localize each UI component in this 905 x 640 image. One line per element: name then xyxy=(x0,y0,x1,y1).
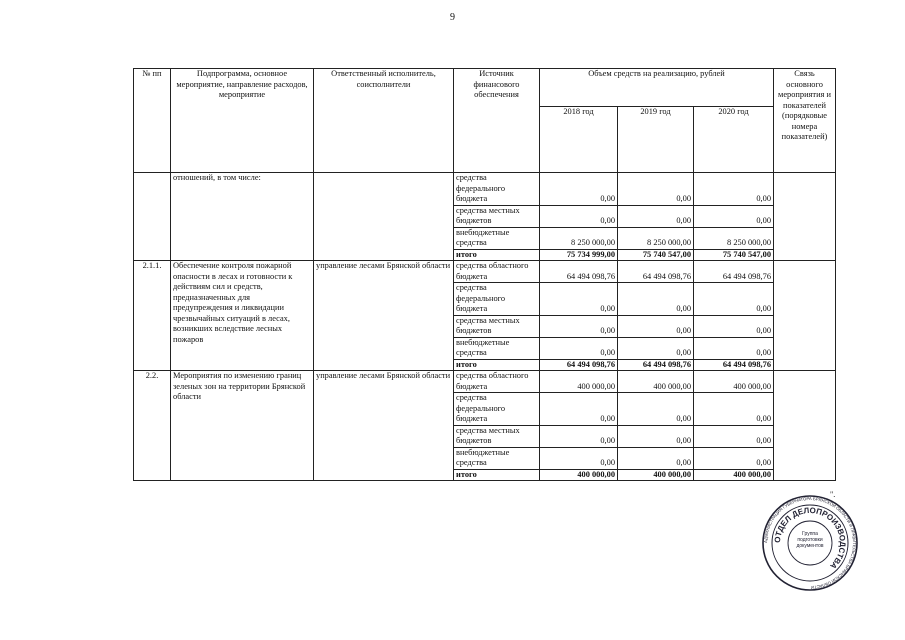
amount-cell: 64 494 098,76 xyxy=(618,359,694,371)
amount-cell: 0,00 xyxy=(694,393,774,426)
amount-cell: 0,00 xyxy=(618,447,694,469)
closing-mark: ". xyxy=(830,490,836,499)
source-cell: средства федерального бюджета xyxy=(454,283,540,316)
svg-text:АДМИНИСТРАЦИЯ ГУБЕРНАТОРА БРЯН: АДМИНИСТРАЦИЯ ГУБЕРНАТОРА БРЯНСКОЙ ОБЛАСТИ И ПРАВИТЕЛЬСТВА БРЯНСКОЙ ОБЛАСТИ xyxy=(762,495,858,591)
amount-cell: 0,00 xyxy=(540,173,618,206)
amount-cell: 0,00 xyxy=(694,205,774,227)
amount-cell: 0,00 xyxy=(618,337,694,359)
amount-cell: 0,00 xyxy=(540,447,618,469)
amount-cell: 8 250 000,00 xyxy=(694,227,774,249)
amount-cell: 0,00 xyxy=(618,173,694,206)
amount-cell: 64 494 098,76 xyxy=(540,261,618,283)
amount-cell: 64 494 098,76 xyxy=(694,261,774,283)
source-cell: средства местных бюджетов xyxy=(454,425,540,447)
link-cell xyxy=(774,371,836,481)
amount-cell: 0,00 xyxy=(618,283,694,316)
header-year-2019: 2019 год xyxy=(618,107,694,173)
amount-cell: 0,00 xyxy=(618,425,694,447)
amount-cell: 0,00 xyxy=(540,205,618,227)
source-cell: средства областного бюджета xyxy=(454,261,540,283)
amount-cell: 0,00 xyxy=(618,315,694,337)
header-responsible: Ответственный исполнитель, соисполнители xyxy=(314,69,454,173)
source-cell: внебюджетные средства xyxy=(454,337,540,359)
amount-cell: 0,00 xyxy=(618,393,694,426)
row-number xyxy=(134,173,171,261)
subprogram-text: Обеспечение контроля пожарной опасности в лесах и готовности к действиям сил и средств, предназначенных для предупреждения и ликвидации чрезвычайных ситуаций в лесах, возникших вследствие лесных пожаров xyxy=(171,261,314,371)
page-number: 9 xyxy=(450,12,455,23)
source-cell: итого xyxy=(454,249,540,261)
amount-cell: 0,00 xyxy=(694,447,774,469)
source-cell: внебюджетные средства xyxy=(454,447,540,469)
amount-cell: 8 250 000,00 xyxy=(618,227,694,249)
source-cell: средства местных бюджетов xyxy=(454,315,540,337)
amount-cell: 64 494 098,76 xyxy=(694,359,774,371)
amount-cell: 400 000,00 xyxy=(540,469,618,481)
amount-cell: 400 000,00 xyxy=(540,371,618,393)
source-cell: внебюджетные средства xyxy=(454,227,540,249)
amount-cell: 8 250 000,00 xyxy=(540,227,618,249)
table-row xyxy=(134,173,836,206)
subprogram-text: Мероприятия по изменению границ зеленых зон на территории Брянской области xyxy=(171,371,314,481)
amount-cell: 0,00 xyxy=(540,315,618,337)
amount-cell: 0,00 xyxy=(694,425,774,447)
link-cell xyxy=(774,173,836,261)
amount-cell: 0,00 xyxy=(618,205,694,227)
amount-cell: 0,00 xyxy=(540,425,618,447)
responsible-text: управление лесами Брянской области xyxy=(314,371,454,481)
amount-cell: 64 494 098,76 xyxy=(618,261,694,283)
amount-cell: 75 740 547,00 xyxy=(618,249,694,261)
source-cell: итого xyxy=(454,359,540,371)
subprogram-text: отношений, в том числе: xyxy=(171,173,314,261)
amount-cell: 0,00 xyxy=(540,283,618,316)
amount-cell: 0,00 xyxy=(694,283,774,316)
amount-cell: 400 000,00 xyxy=(694,371,774,393)
row-number: 2.1.1. xyxy=(134,261,171,371)
source-cell: средства федерального бюджета xyxy=(454,393,540,426)
office-stamp: АДМИНИСТРАЦИЯ ГУБЕРНАТОРА БРЯНСКОЙ ОБЛАСТИ И ПРАВИТЕЛЬСТВА БРЯНСКОЙ ОБЛАСТИ ОТДЕЛ ДЕЛОПРОИЗВОДСТВА Группа подготовки документов xyxy=(762,495,858,591)
amount-cell: 64 494 098,76 xyxy=(540,359,618,371)
header-year-2018: 2018 год xyxy=(540,107,618,173)
table-row xyxy=(134,371,836,393)
header-year-2020: 2020 год xyxy=(694,107,774,173)
amount-cell: 0,00 xyxy=(694,315,774,337)
header-link: Связь основного мероприятия и показателей (порядковые номера показателей) xyxy=(774,69,836,173)
row-number: 2.2. xyxy=(134,371,171,481)
header-num: № пп xyxy=(134,69,171,173)
amount-cell: 400 000,00 xyxy=(694,469,774,481)
svg-text:ОТДЕЛ ДЕЛОПРОИЗВОДСТВА: ОТДЕЛ ДЕЛОПРОИЗВОДСТВА xyxy=(772,505,848,571)
source-cell: средства областного бюджета xyxy=(454,371,540,393)
funding-table xyxy=(133,68,836,481)
table-body xyxy=(134,173,836,481)
responsible-text xyxy=(314,173,454,261)
header-source: Источник финансового обеспечения xyxy=(454,69,540,173)
responsible-text: управление лесами Брянской области xyxy=(314,261,454,371)
amount-cell: 400 000,00 xyxy=(618,469,694,481)
source-cell: итого xyxy=(454,469,540,481)
amount-cell: 0,00 xyxy=(694,173,774,206)
amount-cell: 0,00 xyxy=(540,393,618,426)
amount-cell: 400 000,00 xyxy=(618,371,694,393)
amount-cell: 75 740 547,00 xyxy=(694,249,774,261)
table-row xyxy=(134,261,836,283)
source-cell: средства местных бюджетов xyxy=(454,205,540,227)
amount-cell: 75 734 999,00 xyxy=(540,249,618,261)
amount-cell: 0,00 xyxy=(694,337,774,359)
link-cell xyxy=(774,261,836,371)
header-amount: Объем средств на реализацию, рублей xyxy=(540,69,774,107)
source-cell: средства федерального бюджета xyxy=(454,173,540,206)
header-subprogram: Подпрограмма, основное мероприятие, направление расходов, мероприятие xyxy=(171,69,314,173)
amount-cell: 0,00 xyxy=(540,337,618,359)
